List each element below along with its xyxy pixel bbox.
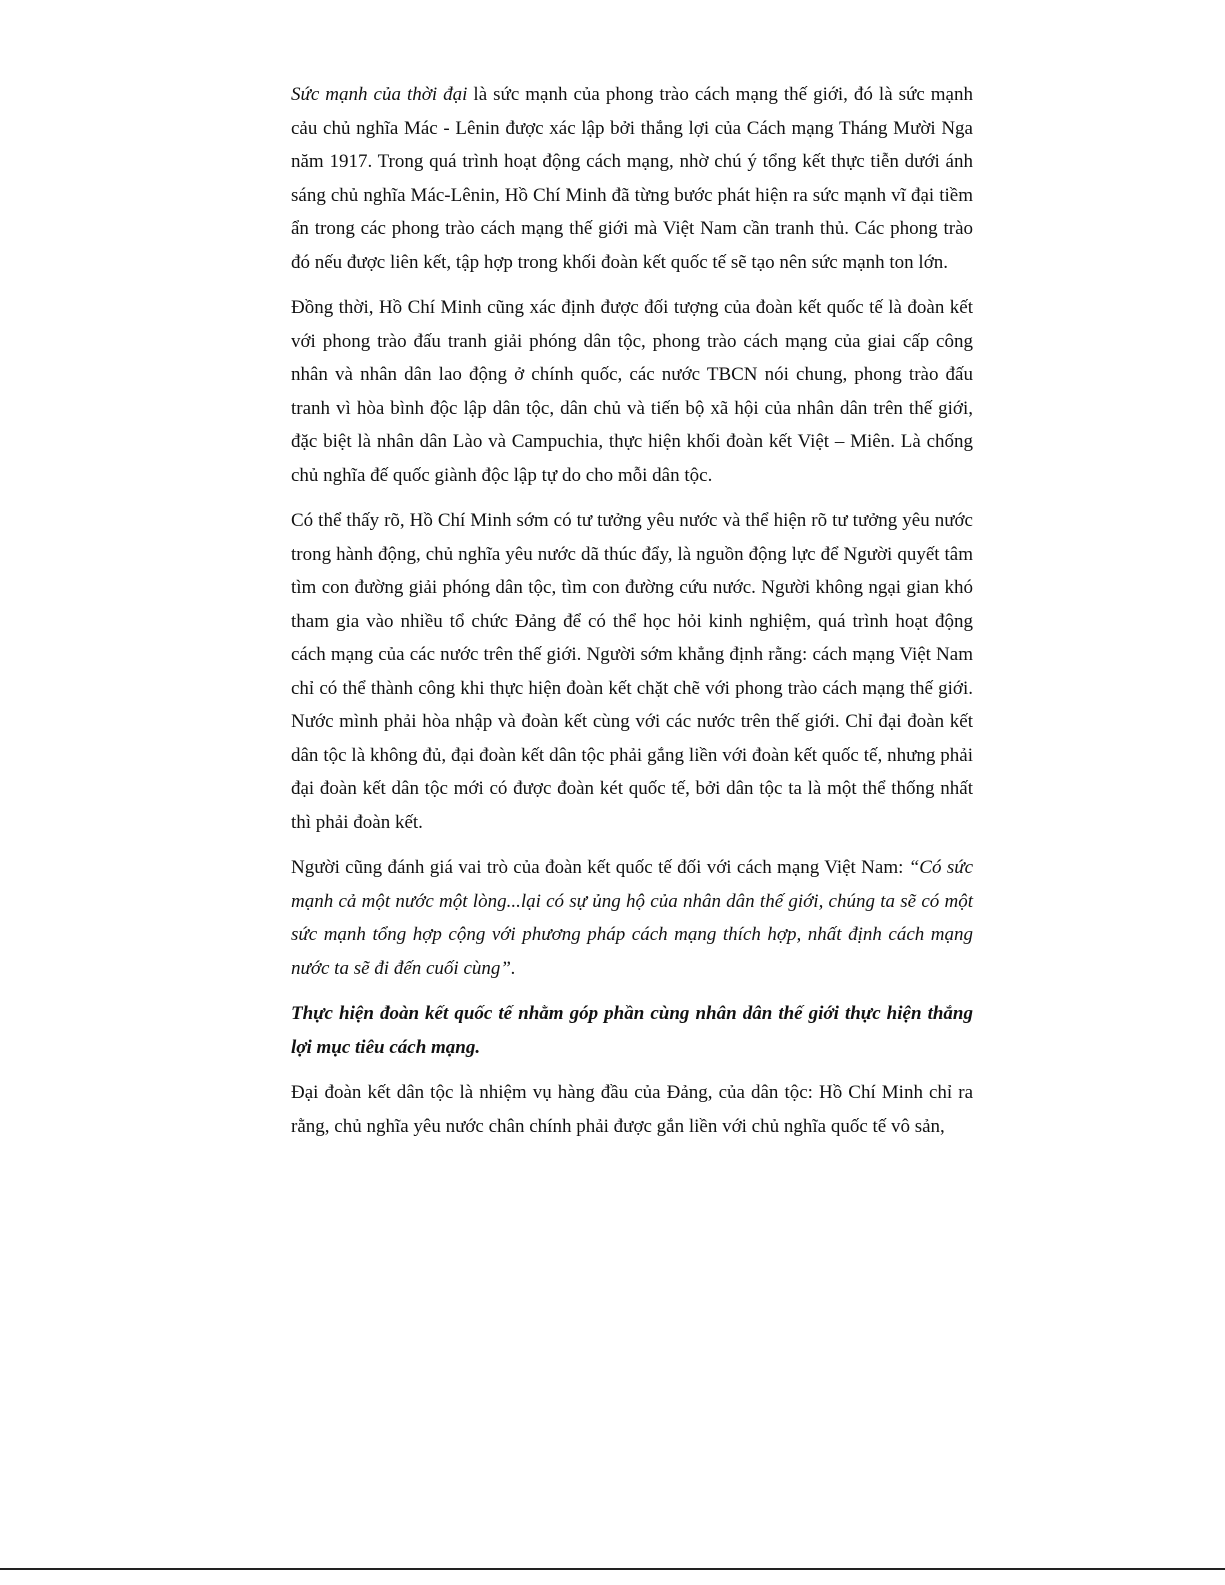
paragraph-italic-lead: Sức mạnh của thời đại [291, 84, 468, 105]
paragraph-role-of-solidarity [291, 851, 973, 985]
page-bottom-rule [0, 1568, 1225, 1570]
paragraph-text: là sức mạnh của phong trào cách mạng thế giới, đó là sức mạnh cảu chủ nghĩa Mác - Lênin được xác lập bởi thắng lợi của Cách mạng Tháng Mười Nga năm 1917. Trong quá trình hoạt động cách mạng, nhờ chú ý tổng kết thực tiễn dưới ánh sáng chủ nghĩa Mác-Lênin, Hồ Chí Minh đã từng bước phát hiện ra sức mạnh vĩ đại tiềm ẩn trong các phong trào cách mạng thế giới mà Việt Nam cần tranh thủ. Các phong trào đó nếu được liên kết, tập hợp trong khối đoàn kết quốc tế sẽ tạo nên sức mạnh ton lớn. [291, 84, 973, 273]
paragraph-strength-of-era [291, 78, 973, 279]
paragraph-text: Người cũng đánh giá vai trò của đoàn kết quốc tế đối với cách mạng Việt Nam: [291, 857, 909, 878]
paragraph-international-solidarity-target: Đồng thời, Hồ Chí Minh cũng xác định được đối tượng của đoàn kết quốc tế là đoàn kết với phong trào đấu tranh giải phóng dân tộc, phong trào cách mạng của giai cấp công nhân và nhân dân lao động ở chính quốc, các nước TBCN nói chung, phong trào đấu tranh vì hòa bình độc lập dân tộc, dân chủ và tiến bộ xã hội của nhân dân trên thế giới, đặc biệt là nhân dân Lào và Campuchia, thực hiện khối đoàn kết Việt – Miên. Là chống chủ nghĩa đế quốc giành độc lập tự do cho mỗi dân tộc. [291, 297, 973, 486]
paragraph-patriotism: Có thể thấy rõ, Hồ Chí Minh sớm có tư tưởng yêu nước và thể hiện rõ tư tưởng yêu nước trong hành động, chủ nghĩa yêu nước dã thúc đẩy, là nguồn động lực để Người quyết tâm tìm con đường giải phóng dân tộc, tìm con đường cứu nước. Người không ngại gian khó tham gia vào nhiều tổ chức Đảng để có thể học hỏi kinh nghiệm, quá trình hoạt động cách mạng của các nước trên thế giới. Người sớm khẳng định rằng: cách mạng Việt Nam chỉ có thể thành công khi thực hiện đoàn kết chặt chẽ với phong trào cách mạng thế giới. Nước mình phải hòa nhập và đoàn kết cùng với các nước trên thế giới. Chỉ đại đoàn kết dân tộc là không đủ, đại đoàn kết dân tộc phải gắng liền với đoàn kết quốc tế, nhưng phải đại đoàn kết dân tộc mới có được đoàn két quốc tế, bởi dân tộc ta là một thể thống nhất thì phải đoàn kết. [291, 510, 973, 833]
section-heading: Thực hiện đoàn kết quốc tế nhằm góp phần cùng nhân dân thế giới thực hiện thắng lợi mục tiêu cách mạng. [291, 1003, 973, 1058]
paragraph-great-national-unity: Đại đoàn kết dân tộc là nhiệm vụ hàng đầu của Đảng, của dân tộc: Hồ Chí Minh chỉ ra rằng, chủ nghĩa yêu nước chân chính phải được gắn liền với chủ nghĩa quốc tế vô sản, [291, 1082, 973, 1137]
document-body [291, 78, 973, 1155]
paragraph-italic-quote: “Có sức mạnh cả một nước một lòng...lại có sự ủng hộ của nhân dân thế giới, chúng ta sẽ có một sức mạnh tổng hợp cộng với phương pháp cách mạng thích hợp, nhất định cách mạng nước ta sẽ đi đến cuối cùng”. [291, 857, 974, 979]
